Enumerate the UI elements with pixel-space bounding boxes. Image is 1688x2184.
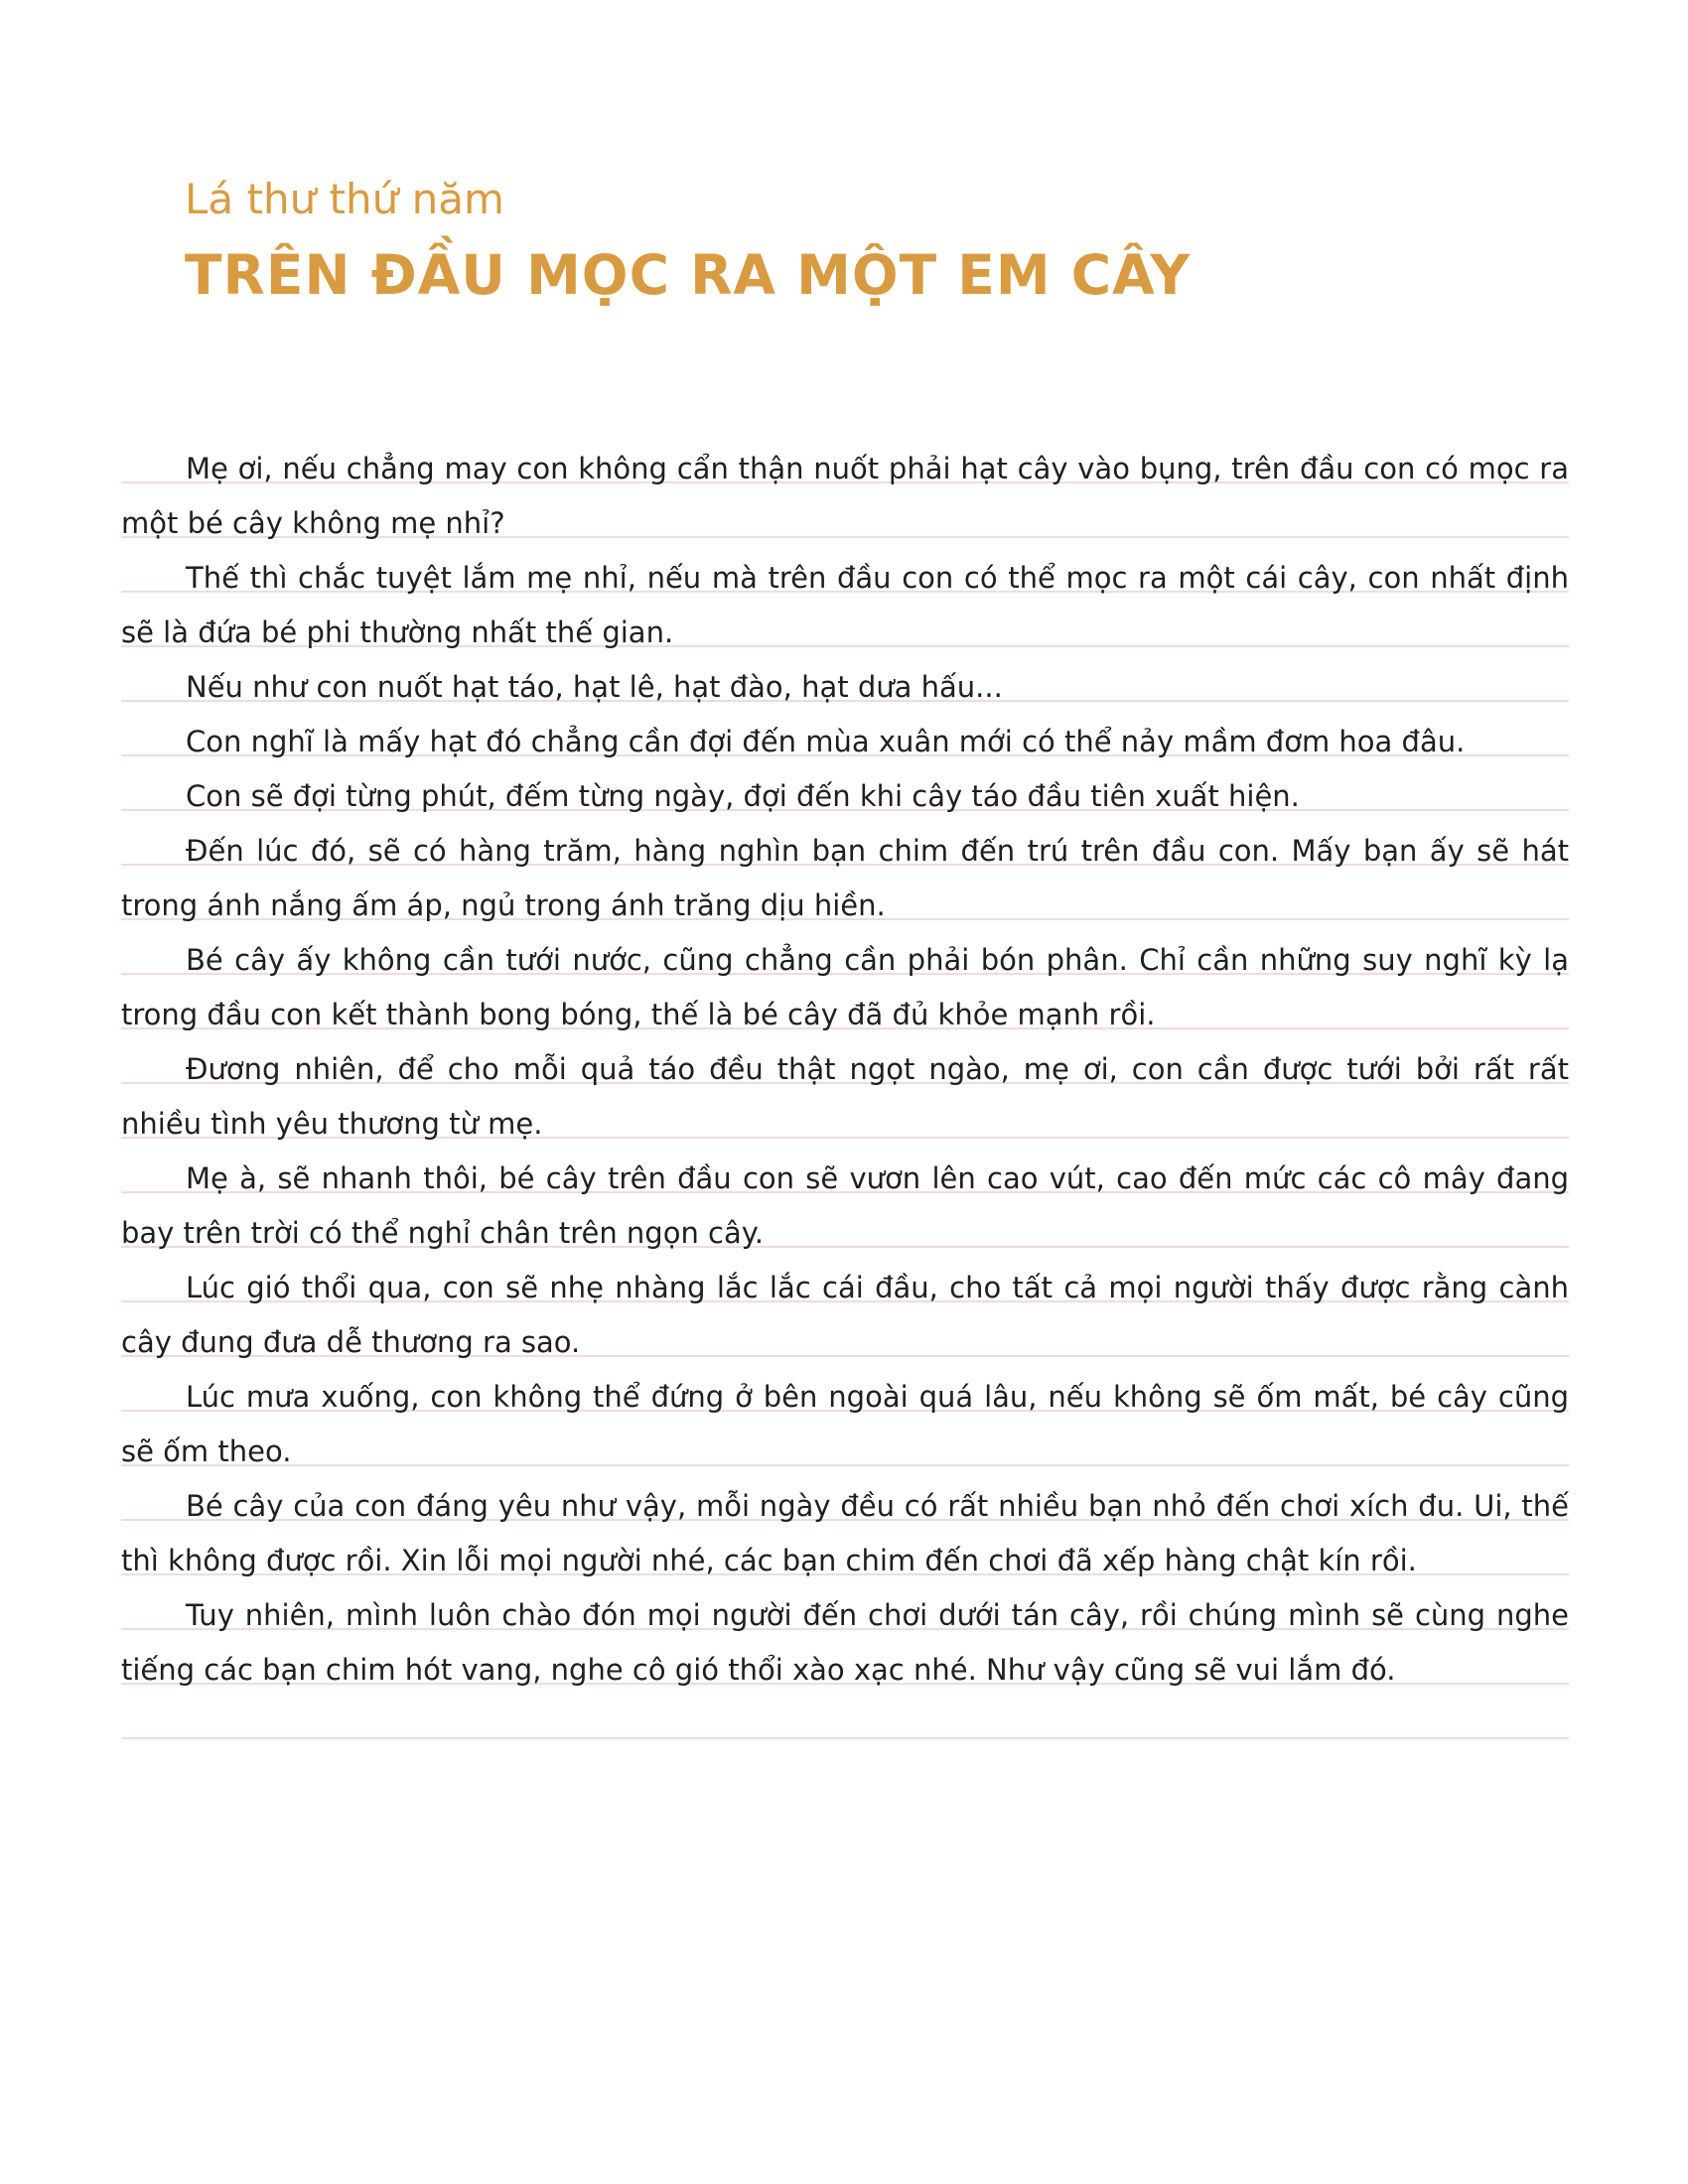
letter-header [185, 177, 1191, 306]
paragraph: Đương nhiên, để cho mỗi quả táo đều thật ngọt ngào, mẹ ơi, con cần được tưới bởi rất rất nhiều tình yêu thương từ mẹ. [121, 1052, 1569, 1141]
paragraph: Thế thì chắc tuyệt lắm mẹ nhỉ, nếu mà trên đầu con có thể mọc ra một cái cây, con nhất định sẽ là đứa bé phi thường nhất thế gian. [121, 561, 1569, 649]
letter-subtitle: Lá thư thứ năm [185, 175, 504, 223]
paragraph: Nếu như con nuốt hạt táo, hạt lê, hạt đào, hạt dưa hấu... [186, 670, 1003, 704]
paragraph: Đến lúc đó, sẽ có hàng trăm, hàng nghìn bạn chim đến trú trên đầu con. Mấy bạn ấy sẽ hát trong ánh nắng ấm áp, ngủ trong ánh trăng dịu hiền. [121, 834, 1569, 922]
paragraph: Mẹ à, sẽ nhanh thôi, bé cây trên đầu con sẽ vươn lên cao vút, cao đến mức các cô mây đang bay trên trời có thể nghỉ chân trên ngọn cây. [121, 1161, 1569, 1250]
paragraph: Lúc gió thổi qua, con sẽ nhẹ nhàng lắc lắc cái đầu, cho tất cả mọi người thấy được rằng cành cây đung đưa dễ thương ra sao. [121, 1271, 1569, 1359]
paragraph: Con nghĩ là mấy hạt đó chẳng cần đợi đến mùa xuân mới có thể nảy mầm đơm hoa đâu. [186, 725, 1466, 758]
paragraph: Mẹ ơi, nếu chẳng may con không cẩn thận nuốt phải hạt cây vào bụng, trên đầu con có mọc ra một bé cây không mẹ nhỉ? [121, 452, 1569, 540]
paragraph: Con sẽ đợi từng phút, đếm từng ngày, đợi đến khi cây táo đầu tiên xuất hiện. [186, 779, 1300, 813]
paragraph: Lúc mưa xuống, con không thể đứng ở bên ngoài quá lâu, nếu không sẽ ốm mất, bé cây cũng sẽ ốm theo. [121, 1380, 1569, 1468]
paragraph: Bé cây ấy không cần tưới nước, cũng chẳng cần phải bón phân. Chỉ cần những suy nghĩ kỳ lạ trong đầu con kết thành bong bóng, thế là bé cây đã đủ khỏe mạnh rồi. [121, 943, 1569, 1031]
letter-title: TRÊN ĐẦU MỌC RA MỘT EM CÂY [185, 243, 1192, 307]
paragraph: Tuy nhiên, mình luôn chào đón mọi người đến chơi dưới tán cây, rồi chúng mình sẽ cùng nghe tiếng các bạn chim hót vang, nghe cô gió thổi xào xạc nhé. Như vậy cũng sẽ vui lắm đó. [121, 1598, 1569, 1687]
paragraph: Bé cây của con đáng yêu như vậy, mỗi ngày đều có rất nhiều bạn nhỏ đến chơi xích đu. Ui, thế thì không được rồi. Xin lỗi mọi người nhé, các bạn chim đến chơi đã xếp hàng chật kín rồi. [121, 1489, 1569, 1577]
letter-body [121, 442, 1569, 1762]
